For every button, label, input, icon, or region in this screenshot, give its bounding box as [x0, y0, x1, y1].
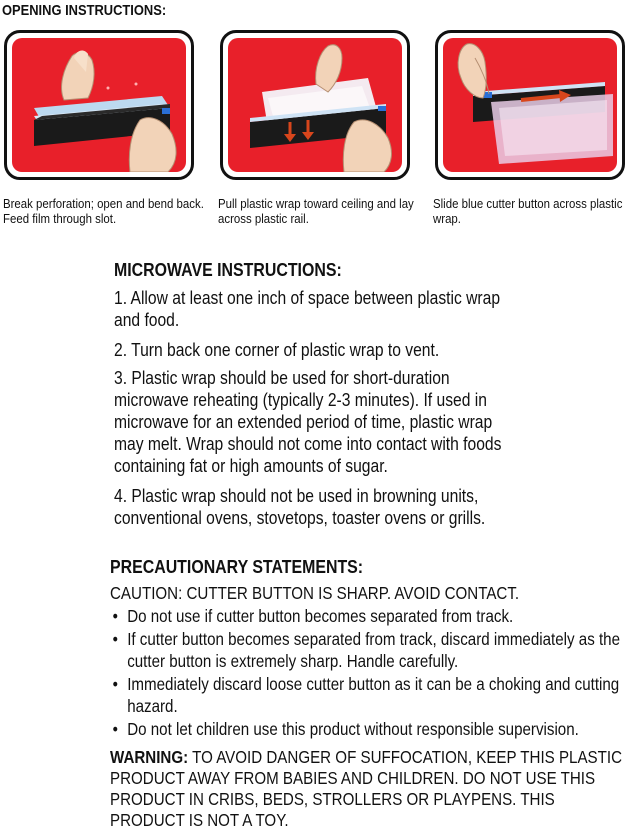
step-3-caption: Slide blue cutter button across plastic wrap. — [433, 196, 623, 226]
precautionary-statements-title: PRECAUTIONARY STATEMENTS: — [110, 556, 364, 577]
caution-statement: CAUTION: CUTTER BUTTON IS SHARP. AVOID CONTACT. — [110, 583, 520, 603]
microwave-instruction-2: 2. Turn back one corner of plastic wrap to vent. — [114, 340, 440, 360]
precaution-text: Immediately discard loose cutter button as it can be a choking and cutting hazard. — [127, 674, 620, 716]
microwave-instructions-title: MICROWAVE INSTRUCTIONS: — [114, 259, 342, 280]
hands-pulling-wrap-image — [228, 38, 402, 172]
hand-sliding-cutter-image — [443, 38, 617, 172]
warning-label: WARNING: — [110, 747, 189, 767]
precaution-text: If cutter button becomes separated from track, discard immediately as the cutter button is extremely sharp. Handle carefully. — [127, 629, 621, 671]
precaution-item — [110, 628, 635, 672]
step-3-illustration — [435, 30, 625, 180]
precaution-item — [110, 718, 635, 740]
precaution-list — [110, 605, 635, 741]
bullet-glyph: • — [112, 674, 118, 694]
bullet-glyph: • — [112, 719, 118, 739]
microwave-instruction-3: 3. Plastic wrap should be used for short-duration microwave reheating (typically 2-3 minutes). If used in microwave for an extended period of time, plastic wrap may melt. Wrap should not come into contact with foods containing fat or high amounts of sugar. — [114, 368, 502, 476]
step-2-illustration — [220, 30, 410, 180]
hand-opening-box-image — [12, 38, 186, 172]
bullet-glyph: • — [112, 629, 118, 649]
step-1-illustration — [4, 30, 194, 180]
step-2-caption: Pull plastic wrap toward ceiling and lay across plastic rail. — [218, 196, 414, 226]
precaution-item — [110, 605, 635, 627]
microwave-instruction-4: 4. Plastic wrap should not be used in browning units, conventional ovens, stovetops, toaster ovens or grills. — [114, 486, 486, 528]
bullet-glyph: • — [112, 606, 118, 626]
warning-text: TO AVOID DANGER OF SUFFOCATION, KEEP THIS PLASTIC PRODUCT AWAY FROM BABIES AND CHILDREN. DO NOT USE THIS PRODUCT IN CRIBS, BEDS, STROLLERS OR PLAYPENS. THIS PRODUCT IS NOT A TOY. — [110, 747, 623, 830]
precaution-text: Do not use if cutter button becomes separated from track. — [127, 606, 514, 626]
opening-instructions-title: OPENING INSTRUCTIONS: — [2, 2, 167, 19]
warning-statement — [110, 747, 626, 831]
step-1-caption: Break perforation; open and bend back. Feed film through slot. — [3, 196, 204, 226]
precaution-item — [110, 673, 635, 717]
precaution-text: Do not let children use this product without responsible supervision. — [127, 719, 579, 739]
microwave-instruction-1: 1. Allow at least one inch of space between plastic wrap and food. — [114, 288, 501, 330]
